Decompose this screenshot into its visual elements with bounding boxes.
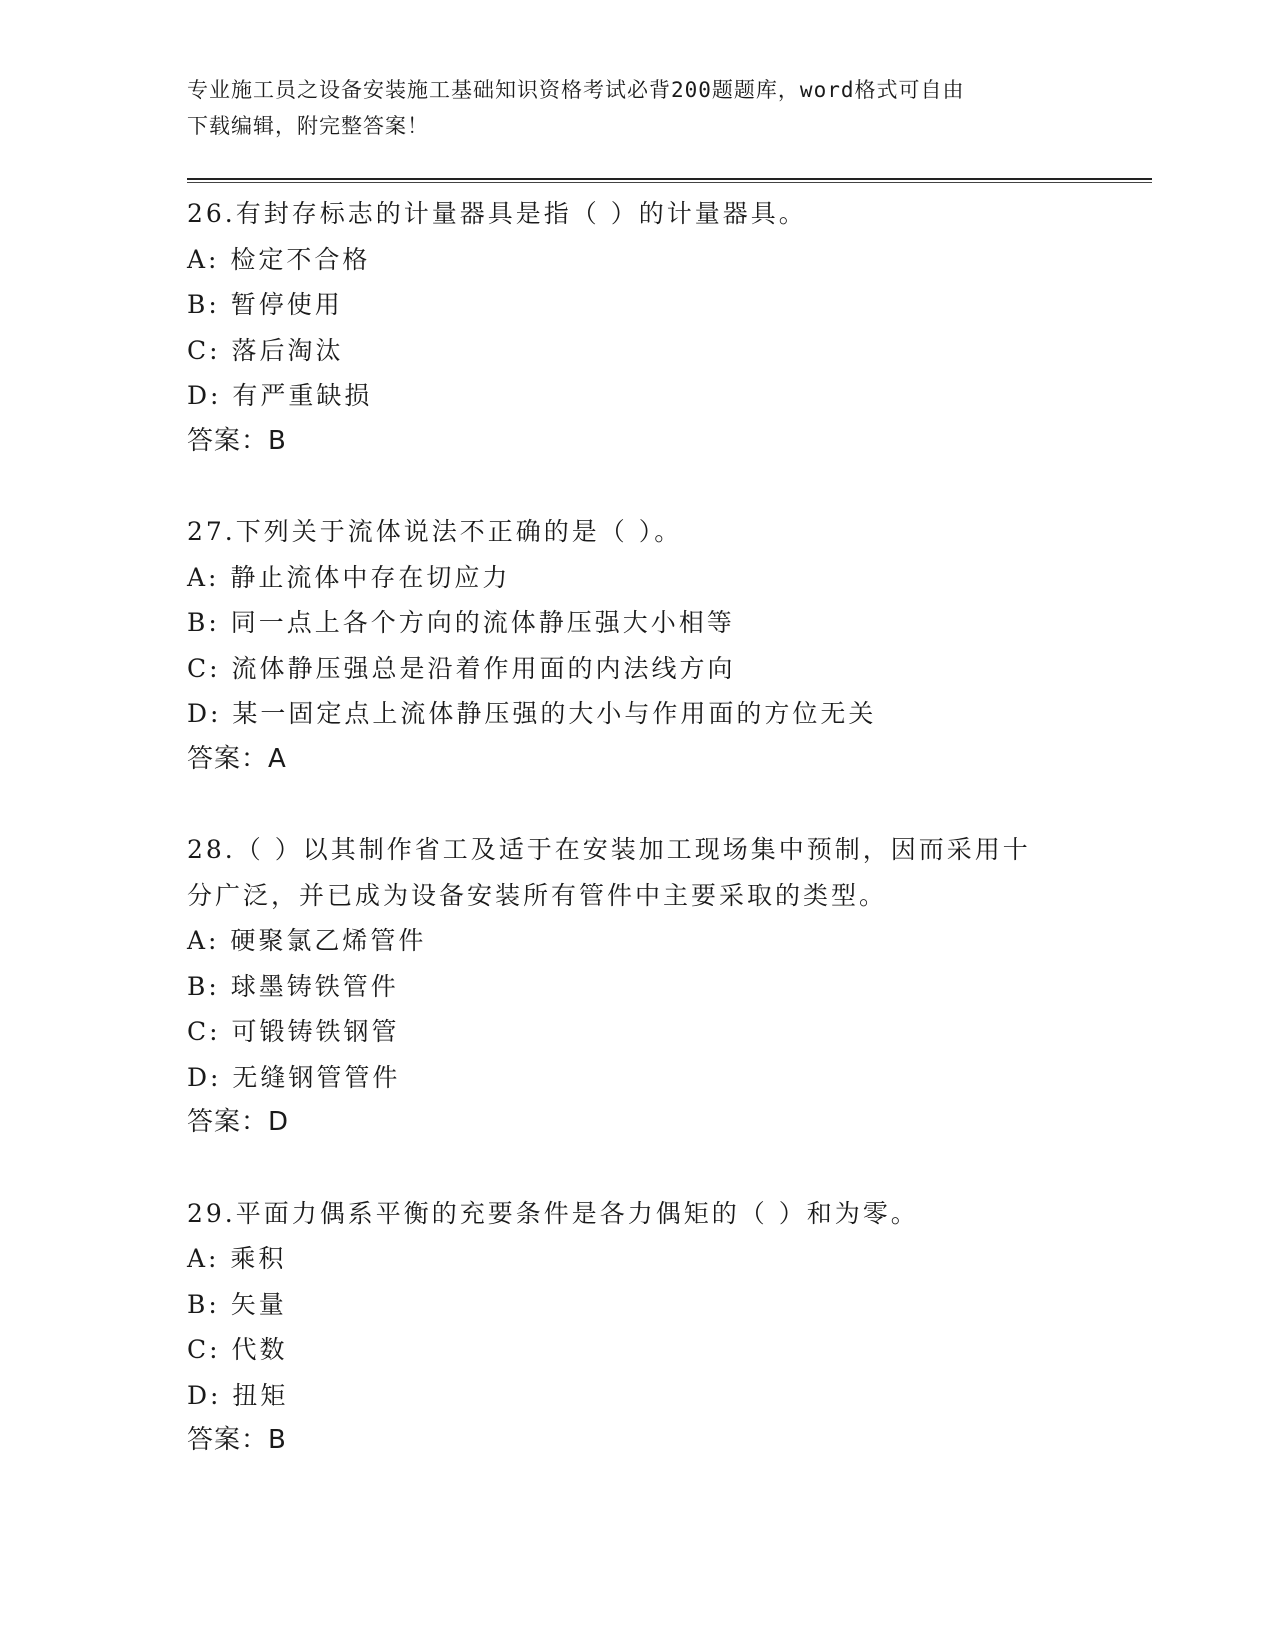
- option-d: D: 无缝钢管管件: [187, 1062, 401, 1092]
- option-c: C: 可锻铸铁钢管: [187, 1017, 400, 1046]
- header-line-2: 下载编辑，附完整答案！: [187, 114, 429, 138]
- option-c: C: 落后淘汰: [187, 335, 344, 365]
- question-stem-line-1: 28.（ ）以其制作省工及适于在安装加工现场集中预制，因而采用十: [187, 835, 1031, 864]
- answer-line: [187, 737, 1152, 783]
- option-a: A: 静止流体中存在切应力: [187, 562, 511, 592]
- option-a: A: 硬聚氯乙烯管件: [187, 926, 427, 955]
- answer-value: B: [268, 1425, 287, 1455]
- header-divider: [187, 178, 1152, 180]
- header-line-1: 专业施工员之设备安装施工基础知识资格考试必背200题题库，word格式可自由: [187, 78, 965, 102]
- option-a: A: 检定不合格: [187, 244, 371, 274]
- option-b: B: 同一点上各个方向的流体静压强大小相等: [187, 608, 735, 637]
- answer-label: 答案：: [187, 425, 269, 456]
- question-list: [187, 191, 1152, 1509]
- answer-line: [187, 1100, 1152, 1146]
- question-stem: 27.下列关于流体说法不正确的是（ ）。: [187, 517, 683, 546]
- question-26: [187, 191, 1152, 464]
- answer-label: 答案：: [187, 1425, 269, 1455]
- answer-value: A: [268, 743, 287, 774]
- answer-line: [187, 419, 1152, 465]
- question-stem-line-2: 分广泛，并已成为设备安装所有管件中主要采取的类型。: [187, 880, 888, 910]
- answer-line: [187, 1418, 1152, 1464]
- answer-label: 答案：: [187, 743, 269, 774]
- answer-value: B: [268, 425, 287, 456]
- option-d: D: 有严重缺损: [187, 381, 373, 410]
- option-b: B: 暂停使用: [187, 290, 343, 319]
- answer-label: 答案：: [187, 1107, 269, 1137]
- question-29: [187, 1191, 1152, 1464]
- answer-value: D: [268, 1107, 290, 1137]
- option-b: B: 矢量: [187, 1289, 287, 1319]
- option-b: B: 球墨铸铁管件: [187, 971, 399, 1001]
- question-27: [187, 509, 1152, 782]
- option-d: D: 扭矩: [187, 1380, 289, 1410]
- header-divider-thin: [187, 182, 1152, 183]
- option-c: C: 流体静压强总是沿着作用面的内法线方向: [187, 653, 736, 683]
- question-stem: 26.有封存标志的计量器具是指（ ）的计量器具。: [187, 199, 807, 228]
- option-c: C: 代数: [187, 1335, 288, 1364]
- document-header: [187, 72, 1067, 144]
- question-28: [187, 827, 1152, 1146]
- question-stem: 29.平面力偶系平衡的充要条件是各力偶矩的（ ）和为零。: [187, 1198, 919, 1228]
- option-d: D: 某一固定点上流体静压强的大小与作用面的方位无关: [187, 699, 877, 728]
- option-a: A: 乘积: [187, 1244, 287, 1273]
